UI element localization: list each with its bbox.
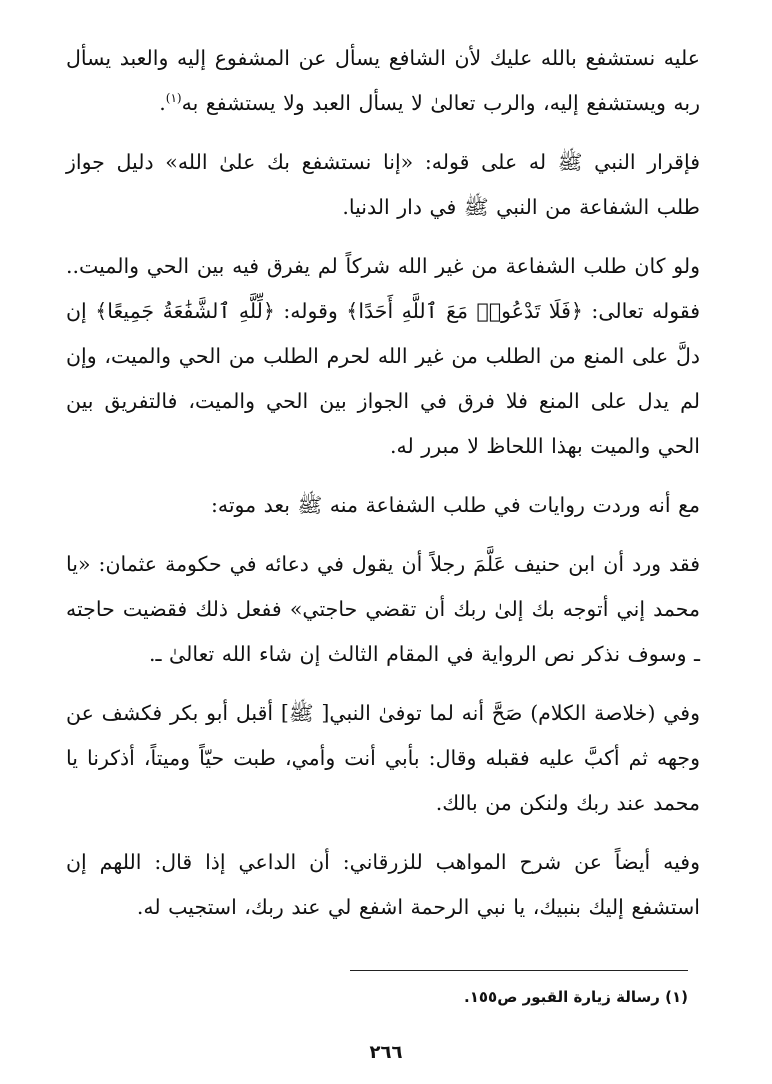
paragraph-7 (66, 840, 700, 930)
footnote: (١) رسالة زيارة القبور ص١٥٥. (464, 988, 688, 1006)
paragraph-6-text: وفي (خلاصة الكلام) صَحَّ أنه لما توفىٰ النبي[ ﷺ] أقبل أبو بكر فكشف عن وجهه ثم أكبَّ عليه فقبله وقال: بأبي أنت وأمي، طبت حيّاً وميتاً، أذكرنا يا محمد عند ربك ولنكن من بالك. (66, 701, 700, 815)
paragraph-5 (66, 542, 700, 677)
paragraph-5-text: فقد ورد أن ابن حنيف عَلَّمَ رجلاً أن يقول في دعائه في حكومة عثمان: «يا محمد إني أتوجه بك إلىٰ ربك أن تقضي حاجتي» ففعل ذلك فقضيت حاجته ـ وسوف نذكر نص الرواية في المقام الثالث إن شاء الله تعالىٰ ـ. (66, 552, 700, 666)
paragraph-4-text: مع أنه وردت روايات في طلب الشفاعة منه ﷺ بعد موته: (210, 493, 700, 517)
paragraph-4 (66, 483, 700, 528)
paragraph-3 (66, 244, 700, 469)
paragraph-1 (66, 36, 700, 126)
footnote-divider (350, 970, 688, 971)
footnote-marker: (١) (165, 91, 182, 106)
paragraph-6 (66, 691, 700, 826)
paragraph-2 (66, 140, 700, 230)
body-text (66, 36, 700, 944)
paragraph-2-text: فإقرار النبي ﷺ له على قوله: «إنا نستشفع بك علىٰ الله» دليل جواز طلب الشفاعة من النبي ﷺ في دار الدنيا. (66, 150, 700, 219)
paragraph-7-text: وفيه أيضاً عن شرح المواهب للزرقاني: أن الداعي إذا قال: اللهم إن استشفع إليك بنبيك، يا نبي الرحمة اشفع لي عند ربك، استجيب له. (66, 850, 700, 919)
paragraph-1-trailing: . (159, 91, 166, 115)
paragraph-3-text: ولو كان طلب الشفاعة من غير الله شركاً لم يفرق فيه بين الحي والميت.. فقوله تعالى: ﴿فَلَا تَدْعُوا۟ مَعَ ٱللَّهِ أَحَدًا﴾ وقوله: ﴿لِّلَّهِ ٱلشَّفَٰعَةُ جَمِيعًا﴾ إن دلَّ على المنع من الطلب من غير الله لحرم الطلب من الحي والميت، وإن لم يدل على المنع فلا فرق في الجواز بين الحي والميت، فالتفريق بين الحي والميت بهذا اللحاظ لا مبرر له. (66, 254, 700, 458)
paragraph-1-text: عليه نستشفع بالله عليك لأن الشافع يسأل عن المشفوع إليه والعبد يسأل ربه ويستشفع إليه، والرب تعالىٰ لا يسأل العبد ولا يستشفع به (66, 46, 700, 115)
page-number: ٢٦٦ (369, 1042, 403, 1063)
